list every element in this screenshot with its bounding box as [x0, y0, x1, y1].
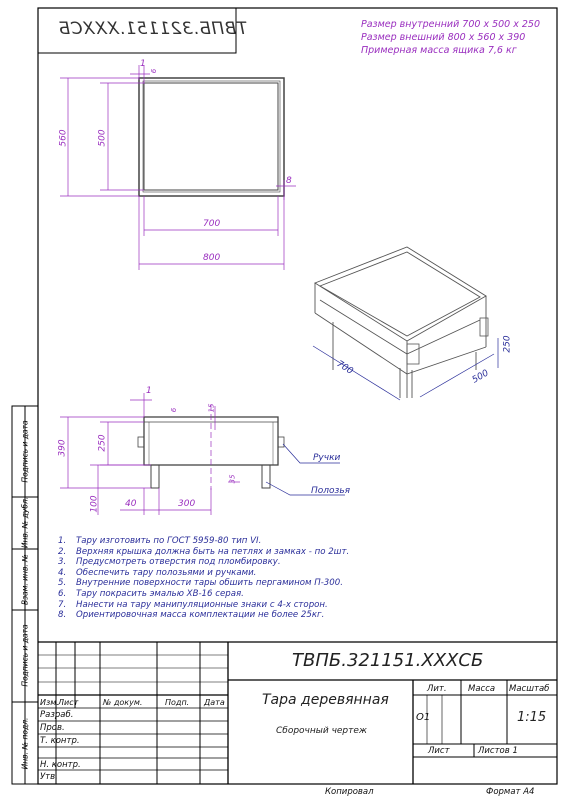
dim-top-1: 1 [140, 59, 146, 69]
dim-front-100: 100 [89, 495, 100, 513]
mass-header: Масса [468, 684, 496, 694]
side-label-1: Подпись и дата [20, 420, 30, 483]
note-1: 1. Тару изготовить по ГОСТ 5959-80 тип VI. [58, 536, 262, 546]
dim-front-390: 390 [57, 439, 68, 457]
title-block-code: ТВПБ.321151.XXXСБ [292, 650, 484, 671]
callout-handles: Ручки [313, 453, 341, 463]
dim-front-1: 1 [146, 386, 152, 396]
top-view [139, 78, 284, 196]
notes-list [58, 536, 349, 621]
scale-value: 1:15 [517, 710, 547, 725]
col-doc: № докум. [103, 698, 143, 707]
sheet-label: Лист [428, 746, 450, 756]
dim-front-35: 35 [228, 474, 237, 484]
row-razrab: Разраб. [40, 710, 74, 720]
sheets-label: Листов 1 [478, 746, 518, 756]
row-prov: Пров. [40, 723, 65, 733]
dim-front-15: 15 [207, 403, 216, 413]
isometric-view [315, 247, 488, 398]
title-block-name: Тара деревянная [262, 692, 389, 708]
scale-header: Масштаб [509, 684, 550, 694]
footer-format: Формат А4 [486, 787, 535, 797]
footer-copied: Копировал [325, 787, 374, 797]
dim-top-8: 8 [286, 176, 292, 186]
col-podp: Подп. [165, 698, 190, 707]
dim-top-700: 700 [203, 219, 221, 229]
col-izm: Изм. [40, 698, 59, 707]
dim-front-6: 6 [170, 407, 179, 413]
col-data: Дата [204, 698, 225, 707]
note-2: 2. Верхняя крышка должна быть на петлях и замках - по 2шт. [58, 546, 350, 557]
spec-block [361, 18, 540, 57]
callout-skids: Полозья [311, 486, 351, 496]
lit-value: О1 [416, 712, 431, 723]
note-8: 8. Ориентировочная масса комплектации не более 25кг. [58, 610, 325, 621]
lit-header: Лит. [427, 684, 447, 694]
note-5: 5. Внутренние поверхности тары обшить пергамином П-300. [58, 578, 343, 589]
dim-front-250: 250 [97, 434, 108, 452]
side-label-5: Инв. № подл. [20, 717, 30, 770]
dim-front-40: 40 [125, 499, 137, 509]
dim-front-300: 300 [178, 499, 196, 509]
spec-inner: Размер внутренний 700 х 500 х 250 [361, 19, 541, 30]
note-7: 7. Нанести на тару манипуляционные знаки с 4-х сторон. [58, 599, 328, 610]
row-tkontr: Т. контр. [40, 736, 80, 746]
note-4: 4. Обеспечить тару полозьями и ручками. [58, 567, 257, 578]
dim-top-6: 6 [150, 68, 159, 74]
dim-iso-500: 500 [470, 368, 491, 386]
row-nkontr: Н. контр. [40, 760, 81, 770]
dim-iso-700: 700 [334, 359, 355, 377]
dim-top-560: 560 [58, 129, 69, 147]
dim-iso-250: 250 [502, 335, 513, 353]
note-3: 3. Предусмотреть отверстия под пломбировку. [58, 557, 281, 568]
side-label-3: Взам. инв. № [20, 554, 30, 605]
spec-mass: Примерная масса ящика 7,6 кг [361, 45, 517, 56]
side-label-2: Инв. № дубл. [20, 496, 30, 549]
dim-top-800: 800 [203, 253, 221, 263]
col-list: Лист [58, 698, 79, 707]
side-label-4: Подпись и дата [20, 624, 30, 687]
row-utv: Утв. [40, 772, 58, 782]
note-6: 6. Тару покрасить эмалью ХВ-16 серая. [58, 588, 244, 599]
dim-top-500: 500 [97, 129, 108, 147]
spec-outer: Размер внешний 800 х 560 х 390 [361, 32, 526, 43]
title-block-subtitle: Сборочный чертеж [276, 726, 368, 736]
mirrored-document-code: ТВПБ.321151.XXXСБ [58, 19, 248, 39]
